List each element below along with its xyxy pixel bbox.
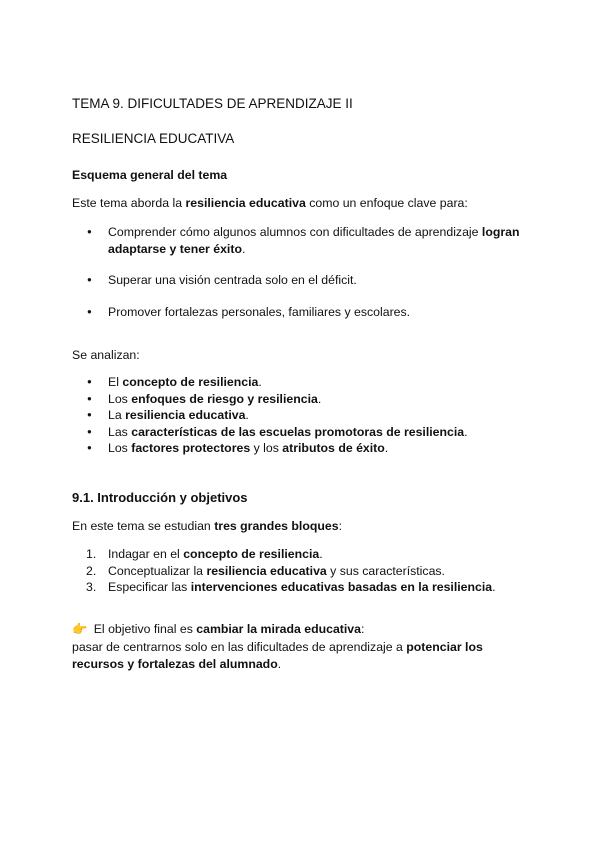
schema-heading: Esquema general del tema: [72, 168, 228, 182]
list-item: ● Promover fortalezas personales, familiares y escolares.: [72, 304, 532, 321]
analyzed-label: Se analizan:: [72, 348, 140, 362]
list-item: ● La resiliencia educativa.: [72, 407, 532, 424]
blocks-list: [72, 546, 532, 596]
final-objective: 👉 El objetivo final es cambiar la mirada educativa:: [72, 622, 365, 636]
list-item: ● Superar una visión centrada solo en el déficit.: [72, 272, 532, 289]
list-item: ● Las características de las escuelas promotoras de resiliencia.: [72, 424, 532, 441]
section-9-1-heading: 9.1. Introducción y objetivos: [72, 490, 248, 505]
section-title: RESILIENCIA EDUCATIVA: [72, 131, 235, 146]
list-item: ● Los factores protectores y los atributos de éxito.: [72, 440, 532, 457]
list-item: 2. Conceptualizar la resiliencia educativa y sus características.: [86, 563, 445, 578]
list-item: 3. Especificar las intervenciones educativas basadas en la resiliencia.: [86, 580, 496, 594]
list-item: ● El concepto de resiliencia.: [72, 374, 532, 391]
blocks-intro: En este tema se estudian tres grandes bloques:: [72, 519, 342, 533]
list-item: ● Los enfoques de riesgo y resiliencia.: [72, 391, 532, 408]
pointing-hand-icon: 👉: [72, 622, 88, 636]
goals-list: [72, 224, 532, 335]
final-objective-detail: pasar de centrarnos solo en las dificultades de aprendizaje a potenciar los recursos y fortalezas del alumnado.: [72, 640, 483, 671]
analyzed-list: [72, 374, 532, 457]
list-item: 1. Indagar en el concepto de resiliencia.: [86, 547, 323, 561]
intro-paragraph: Este tema aborda la resiliencia educativa como un enfoque clave para:: [72, 196, 468, 210]
document-title: TEMA 9. DIFICULTADES DE APRENDIZAJE II: [72, 96, 353, 111]
list-item: ● Comprender cómo algunos alumnos con dificultades de aprendizaje logran adaptarse y tener éxito.: [72, 224, 532, 257]
